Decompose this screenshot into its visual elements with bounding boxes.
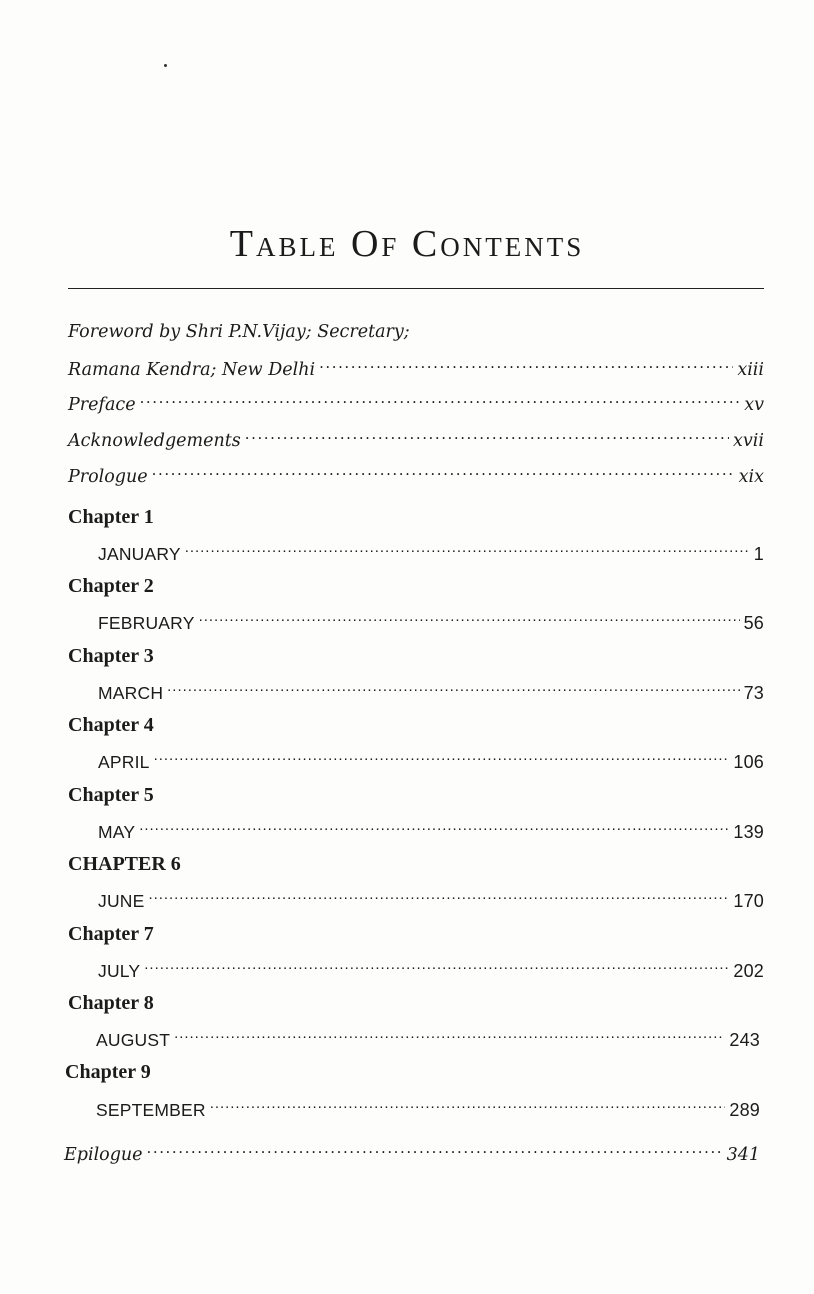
toc-entry-july[interactable]: [98, 953, 764, 983]
dot-leader: [152, 458, 735, 482]
entry-label: Acknowledgements: [68, 431, 241, 451]
entry-page-number: 170: [733, 891, 764, 911]
entry-label: Preface: [68, 395, 136, 415]
entry-label: APRIL: [98, 752, 150, 772]
entry-label: FEBRUARY: [98, 613, 195, 633]
toc-entry-acknowledgements[interactable]: [68, 422, 764, 453]
chapter-heading-7: Chapter 7: [68, 923, 154, 945]
toc-entry-foreword[interactable]: [68, 351, 764, 382]
dot-leader: [174, 1022, 725, 1046]
toc-entry-may[interactable]: [98, 814, 764, 844]
dot-leader: [147, 1136, 723, 1160]
entry-page-number: 56: [743, 613, 764, 633]
dot-leader: [199, 605, 740, 629]
title-rule: [68, 288, 764, 289]
entry-label: Ramana Kendra; New Delhi: [68, 360, 316, 380]
entry-label: Prologue: [68, 467, 148, 487]
entry-page-number: 202: [733, 961, 764, 981]
chapter-heading-9: Chapter 9: [65, 1061, 151, 1083]
entry-page-number: 139: [733, 822, 764, 842]
dot-leader: [149, 883, 730, 907]
entry-page-number: 341: [726, 1145, 760, 1165]
chapter-heading-4: Chapter 4: [68, 714, 154, 736]
entry-page-number: 289: [729, 1100, 760, 1120]
entry-label: JUNE: [98, 891, 145, 911]
foreword-line-1: Foreword by Shri P.N.Vijay; Secretary;: [68, 322, 410, 342]
entry-page-number: xix: [738, 467, 764, 487]
chapter-heading-6: CHAPTER 6: [68, 853, 181, 875]
entry-page-number: xv: [744, 395, 764, 415]
dot-leader: [154, 744, 730, 768]
chapter-heading-8: Chapter 8: [68, 992, 154, 1014]
entry-page-number: 243: [729, 1030, 760, 1050]
entry-label: AUGUST: [96, 1030, 171, 1050]
dot-leader: [319, 351, 733, 375]
dot-leader: [210, 1092, 726, 1116]
dot-leader: [139, 814, 729, 838]
entry-label: SEPTEMBER: [96, 1100, 206, 1120]
toc-entry-epilogue[interactable]: [64, 1136, 760, 1167]
entry-label: Epilogue: [64, 1145, 143, 1165]
toc-entry-preface[interactable]: [68, 386, 764, 417]
chapter-heading-3: Chapter 3: [68, 645, 154, 667]
dot-leader: [144, 953, 729, 977]
chapter-heading-1: Chapter 1: [68, 506, 154, 528]
entry-label: MAY: [98, 822, 136, 842]
entry-label: MARCH: [98, 683, 164, 703]
toc-entry-june[interactable]: [98, 883, 764, 913]
print-speck: [164, 64, 167, 67]
toc-entry-september[interactable]: [96, 1092, 760, 1122]
chapter-heading-5: Chapter 5: [68, 784, 154, 806]
toc-entry-august[interactable]: [96, 1022, 760, 1052]
entry-page-number: 73: [743, 683, 764, 703]
toc-entry-march[interactable]: [98, 675, 764, 705]
toc-entry-february[interactable]: [98, 605, 764, 635]
entry-page-number: 1: [753, 544, 764, 564]
toc-entry-april[interactable]: [98, 744, 764, 774]
entry-page-number: xiii: [737, 360, 764, 380]
entry-label: JANUARY: [98, 544, 181, 564]
page-title: Table Of Contents: [229, 223, 585, 265]
entry-page-number: xvii: [733, 431, 764, 451]
entry-label: JULY: [98, 961, 141, 981]
dot-leader: [140, 386, 741, 410]
chapter-heading-2: Chapter 2: [68, 575, 154, 597]
dot-leader: [245, 422, 729, 446]
toc-entry-january[interactable]: [98, 536, 764, 566]
toc-entry-prologue[interactable]: [68, 458, 764, 489]
dot-leader: [167, 675, 739, 699]
entry-page-number: 106: [733, 752, 764, 772]
dot-leader: [185, 536, 750, 560]
